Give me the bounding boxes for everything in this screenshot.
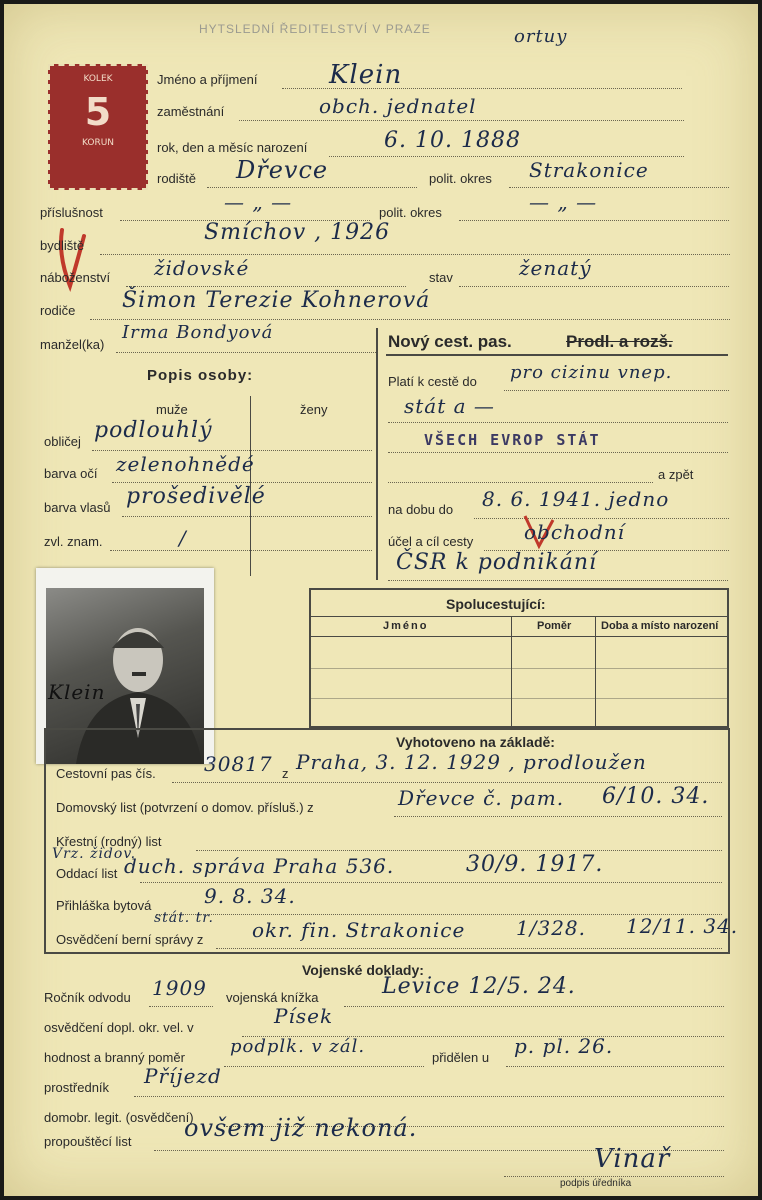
dots <box>216 948 722 949</box>
domov-value: Dřevce č. pam. <box>398 786 565 810</box>
plati-value2: stát a — <box>404 394 495 418</box>
oci-value: zelenohnědé <box>116 452 255 476</box>
oddaci-note: Vrz. židov. <box>52 846 137 862</box>
polit-okres2-value: — „ — <box>529 190 598 214</box>
red-pencil-mark <box>54 226 94 296</box>
bydliste-value: Smíchov , 1926 <box>204 220 391 245</box>
prihlaska-value: 9. 8. 34. <box>204 884 296 908</box>
stav-value: ženatý <box>519 256 592 280</box>
dots <box>388 482 653 483</box>
oblicej-value: podlouhlý <box>94 418 213 443</box>
dots <box>122 516 372 517</box>
manzel-label: manžel(ka) <box>40 337 105 352</box>
znam-value: / <box>179 526 187 550</box>
domov-date: 6/10. 34. <box>602 784 710 809</box>
pas-cis-value: 30817 <box>204 752 273 776</box>
divider <box>376 328 378 580</box>
prihlaska-label: Přihláška bytová <box>56 898 152 913</box>
dots <box>224 1066 424 1067</box>
col-pomer: Poměr <box>537 620 572 632</box>
stav-label: stav <box>429 270 453 285</box>
dots <box>459 220 729 221</box>
osvedceni-num: 1/328. <box>516 916 586 940</box>
osvedceni-date: 12/11. 34. <box>626 914 739 938</box>
jmeno-value: Klein <box>329 60 403 90</box>
dots <box>388 452 728 453</box>
popis-title: Popis osoby: <box>147 367 254 384</box>
knizka-value: Levice 12/5. 24. <box>382 974 576 999</box>
pas-z: z <box>282 766 289 781</box>
osvedceni-label: Osvědčení berní správy z <box>56 932 204 947</box>
prislusnost-value: — „ — <box>224 190 293 214</box>
zpet-label: a zpět <box>658 467 694 482</box>
dots <box>239 120 684 121</box>
dots <box>329 156 684 157</box>
dots <box>140 882 722 883</box>
dots <box>474 518 729 519</box>
pas-cis-value2: Praha, 3. 12. 1929 , prodloužen <box>296 750 647 774</box>
jmeno-label: Jméno a příjmení <box>157 72 258 87</box>
rocnik-label: Ročník odvodu <box>44 990 131 1005</box>
nabozenstvi-label: náboženství <box>40 270 111 285</box>
pridelen-value: p. pl. 26. <box>514 1034 614 1058</box>
domobr-label: domobr. legit. (osvědčení) <box>44 1110 194 1125</box>
dopl-label: osvědčení dopl. okr. vel. v <box>44 1020 194 1035</box>
dots <box>388 580 728 581</box>
dots <box>110 550 372 551</box>
ucel-value2: ČSR k podnikání <box>396 550 598 575</box>
podpis-value: Vinař <box>594 1144 671 1174</box>
rocnik-value: 1909 <box>152 976 207 1000</box>
knizka-label: vojenská knížka <box>226 990 319 1005</box>
dots <box>344 1006 724 1007</box>
pas-title: Nový cest. pas. <box>388 332 512 351</box>
vyhotoveno-title: Vyhotoveno na základě: <box>396 734 555 750</box>
vlasy-value: prošedivělé <box>126 484 266 509</box>
dots <box>92 450 372 451</box>
dots <box>394 816 722 817</box>
spolucestujici-title: Spolucestující: <box>446 596 546 612</box>
col-jmeno: Jméno <box>383 620 429 632</box>
zamestnani-value: obch. jednatel <box>319 94 477 118</box>
dots <box>509 187 729 188</box>
propoustec-value: ovšem již nekoná. <box>184 1114 418 1142</box>
col-doba: Doba a místo narození <box>601 620 719 632</box>
hodnost-value: podplk. v zál. <box>230 1036 366 1057</box>
divider <box>511 616 512 726</box>
osvedceni-note: stát. tr. <box>154 910 214 926</box>
podpis-label: podpis úředníka <box>560 1178 632 1189</box>
domov-label: Domovský list (potvrzení o domov. přísluš.) z <box>56 800 314 815</box>
divider <box>311 668 727 669</box>
oci-label: barva očí <box>44 466 98 481</box>
pas-cis-label: Cestovní pas čís. <box>56 766 156 781</box>
dots <box>504 390 729 391</box>
osvedceni-value: okr. fin. Strakonice <box>252 918 466 942</box>
prostrednik-label: prostředník <box>44 1080 110 1095</box>
header-stamp: HYTSLEDNÍ ŘEDITELSTVÍ V PRAZE <box>199 22 431 36</box>
divider <box>311 636 727 637</box>
vojenske-title: Vojenské doklady: <box>302 962 424 978</box>
divider <box>595 616 596 726</box>
plati-label: Platí k cestě do <box>388 374 477 389</box>
dots <box>459 286 729 287</box>
popis-zeny: ženy <box>300 402 328 417</box>
bydliste-label: bydliště <box>40 238 85 253</box>
top-right-note: ortuy <box>514 26 568 47</box>
divider <box>311 698 727 699</box>
prostrednik-value: Příjezd <box>144 1064 222 1088</box>
oblicej-label: obličej <box>44 434 81 449</box>
oddaci-value: duch. správa Praha 536. <box>124 854 395 878</box>
dots <box>149 1006 213 1007</box>
dots <box>100 254 730 255</box>
divider <box>311 616 727 617</box>
dots <box>134 1096 724 1097</box>
pridelen-label: přidělen u <box>432 1050 490 1065</box>
prislusnost-label: příslušnost <box>40 205 103 220</box>
oddaci-label: Oddací list <box>56 866 118 881</box>
rodice-value: Šimon Terezie Kohnerová <box>122 288 431 313</box>
manzel-value: Irma Bondyová <box>122 322 274 343</box>
document-paper <box>4 4 758 1196</box>
dots <box>112 482 372 483</box>
narozeni-label: rok, den a měsíc narození <box>157 140 308 155</box>
hodnost-label: hodnost a branný poměr <box>44 1050 185 1065</box>
nabozenstvi-value: židovské <box>154 256 250 280</box>
vsech-stamp: VŠECH EVROP STÁT <box>424 431 601 449</box>
dots <box>196 850 722 851</box>
polit-okres-label: polit. okres <box>429 171 492 186</box>
narozeni-value: 6. 10. 1888 <box>384 128 521 153</box>
rodiste-label: rodiště <box>157 171 197 186</box>
pas-prodl: Prodl. a rozš. <box>566 332 673 351</box>
rodice-label: rodiče <box>40 303 76 318</box>
dots <box>90 319 730 320</box>
dots <box>126 286 406 287</box>
plati-value: pro cizinu vnep. <box>510 362 673 383</box>
doba-value: 8. 6. 1941. jedno <box>482 487 670 511</box>
rodiste-value: Dřevce <box>236 156 329 184</box>
spolucestujici-box <box>309 588 729 728</box>
photo-signature: Klein <box>48 680 106 704</box>
krestni-label: Křestní (rodný) list <box>56 834 162 849</box>
propoustec-label: propouštěcí list <box>44 1134 132 1149</box>
polit-okres2-label: polit. okres <box>379 205 442 220</box>
ucel-value: obchodní <box>524 520 626 544</box>
dots <box>388 422 728 423</box>
oddaci-date: 30/9. 1917. <box>466 852 604 877</box>
vlasy-label: barva vlasů <box>44 500 111 515</box>
ucel-label: účel a cíl cesty <box>388 534 474 549</box>
revenue-stamp: KOLEK 5 KORUN <box>48 64 148 190</box>
dots <box>506 1066 724 1067</box>
dots <box>504 1176 724 1177</box>
znam-label: zvl. znam. <box>44 534 103 549</box>
dots <box>116 352 378 353</box>
dots <box>207 187 417 188</box>
popis-muze: muže <box>156 402 188 417</box>
doba-label: na dobu do <box>388 502 454 517</box>
polit-okres-value: Strakonice <box>529 158 649 182</box>
divider <box>386 354 728 356</box>
zamestnani-label: zaměstnání <box>157 104 225 119</box>
dots <box>172 782 722 783</box>
dopl-value: Písek <box>274 1004 334 1028</box>
